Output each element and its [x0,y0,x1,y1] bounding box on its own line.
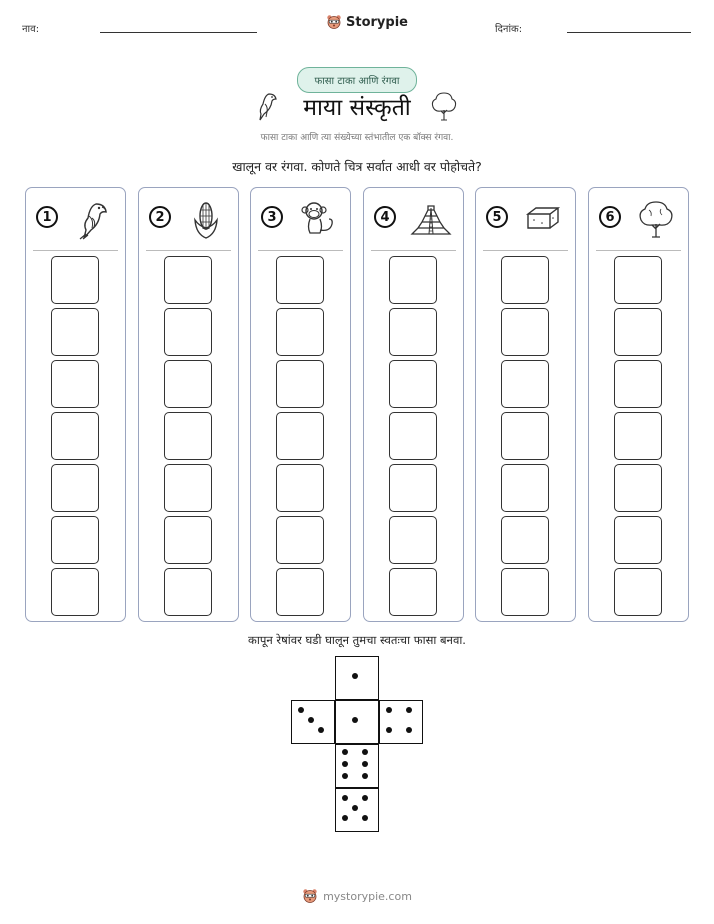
tree-icon [635,198,677,240]
cut-instruction: कापून रेषांवर घडी घालून तुमचा स्वतःचा फासा बनवा. [248,633,466,647]
column-divider [371,250,456,251]
color-box[interactable] [614,464,662,512]
dice-pip [362,761,368,767]
color-box[interactable] [51,516,99,564]
color-box[interactable] [389,516,437,564]
column-number: 5 [486,206,508,228]
footer-url[interactable]: mystorypie.com [323,889,412,903]
instruction-text: खालून वर रंगवा. कोणते चित्र सर्वात आधी वर पोहोचते? [232,159,482,174]
column-number: 6 [599,206,621,228]
brand-name: Storypie [346,14,408,30]
color-box[interactable] [276,464,324,512]
color-box[interactable] [164,256,212,304]
color-box[interactable] [51,464,99,512]
dice-pip [342,795,348,801]
color-box[interactable] [164,516,212,564]
column-number: 4 [374,206,396,228]
dice-pip [386,707,392,713]
dice-face-3 [291,700,335,744]
dice-pip [342,815,348,821]
color-box[interactable] [276,568,324,616]
column-6 [588,187,689,622]
color-box[interactable] [614,360,662,408]
stone-block-icon [522,198,564,240]
color-box[interactable] [389,412,437,460]
color-box[interactable] [51,568,99,616]
dice-pip [352,717,358,723]
column-divider [596,250,681,251]
dice-pip [406,707,412,713]
color-box[interactable] [389,568,437,616]
color-box[interactable] [51,256,99,304]
color-box[interactable] [51,412,99,460]
color-box[interactable] [164,568,212,616]
dice-pip [352,673,358,679]
brand-logo [326,14,408,30]
dice-face-1 [335,656,379,700]
column-3 [250,187,351,622]
column-divider [33,250,118,251]
dice-pip [342,773,348,779]
column-number: 3 [261,206,283,228]
dice-face-5 [335,788,379,832]
bear-logo-icon [326,14,342,30]
column-divider [483,250,568,251]
color-box[interactable] [389,308,437,356]
color-box[interactable] [164,412,212,460]
monkey-icon [297,198,339,240]
parrot-icon [72,198,114,240]
column-number: 1 [36,206,58,228]
color-box[interactable] [501,516,549,564]
color-box[interactable] [501,464,549,512]
color-box[interactable] [614,412,662,460]
dice-pip [362,773,368,779]
dice-pip [386,727,392,733]
column-divider [258,250,343,251]
color-box[interactable] [501,568,549,616]
dice-pip [362,815,368,821]
column-2 [138,187,239,622]
activity-tag: फासा टाका आणि रंगवा [297,67,417,93]
bear-logo-icon [302,888,318,904]
page-title: माया संस्कृती [303,95,411,121]
dice-pip [362,749,368,755]
color-box[interactable] [389,360,437,408]
color-box[interactable] [51,360,99,408]
color-box[interactable] [164,360,212,408]
color-box[interactable] [276,256,324,304]
color-box[interactable] [501,360,549,408]
color-box[interactable] [164,464,212,512]
dice-face-4 [379,700,423,744]
color-box[interactable] [276,360,324,408]
color-box[interactable] [614,256,662,304]
dice-pip [352,805,358,811]
column-divider [146,250,231,251]
dice-pip [342,749,348,755]
date-line[interactable] [567,32,691,33]
color-box[interactable] [501,412,549,460]
color-box[interactable] [276,516,324,564]
color-box[interactable] [276,412,324,460]
column-number: 2 [149,206,171,228]
dice-pip [362,795,368,801]
subtitle: फासा टाका आणि त्या संख्येच्या स्तंभातील एक बॉक्स रंगवा. [260,133,454,143]
color-box[interactable] [164,308,212,356]
tree-small-icon [430,90,458,122]
dice-pip [342,761,348,767]
dice-pip [298,707,304,713]
pyramid-icon [410,198,452,240]
dice-face-6 [335,744,379,788]
color-box[interactable] [501,308,549,356]
color-box[interactable] [276,308,324,356]
dice-face-1 [335,700,379,744]
color-box[interactable] [389,464,437,512]
name-line[interactable] [100,32,257,33]
corn-icon [185,198,227,240]
color-box[interactable] [51,308,99,356]
column-4 [363,187,464,622]
column-1 [25,187,126,622]
color-box[interactable] [614,308,662,356]
color-box[interactable] [389,256,437,304]
color-box[interactable] [614,568,662,616]
name-label: नाव: [22,24,40,35]
dice-pip [406,727,412,733]
bird-icon [255,90,281,122]
color-box[interactable] [501,256,549,304]
dice-pip [308,717,314,723]
date-label: दिनांक: [495,24,523,35]
color-box[interactable] [614,516,662,564]
footer [0,888,714,904]
dice-pip [318,727,324,733]
column-5 [475,187,576,622]
